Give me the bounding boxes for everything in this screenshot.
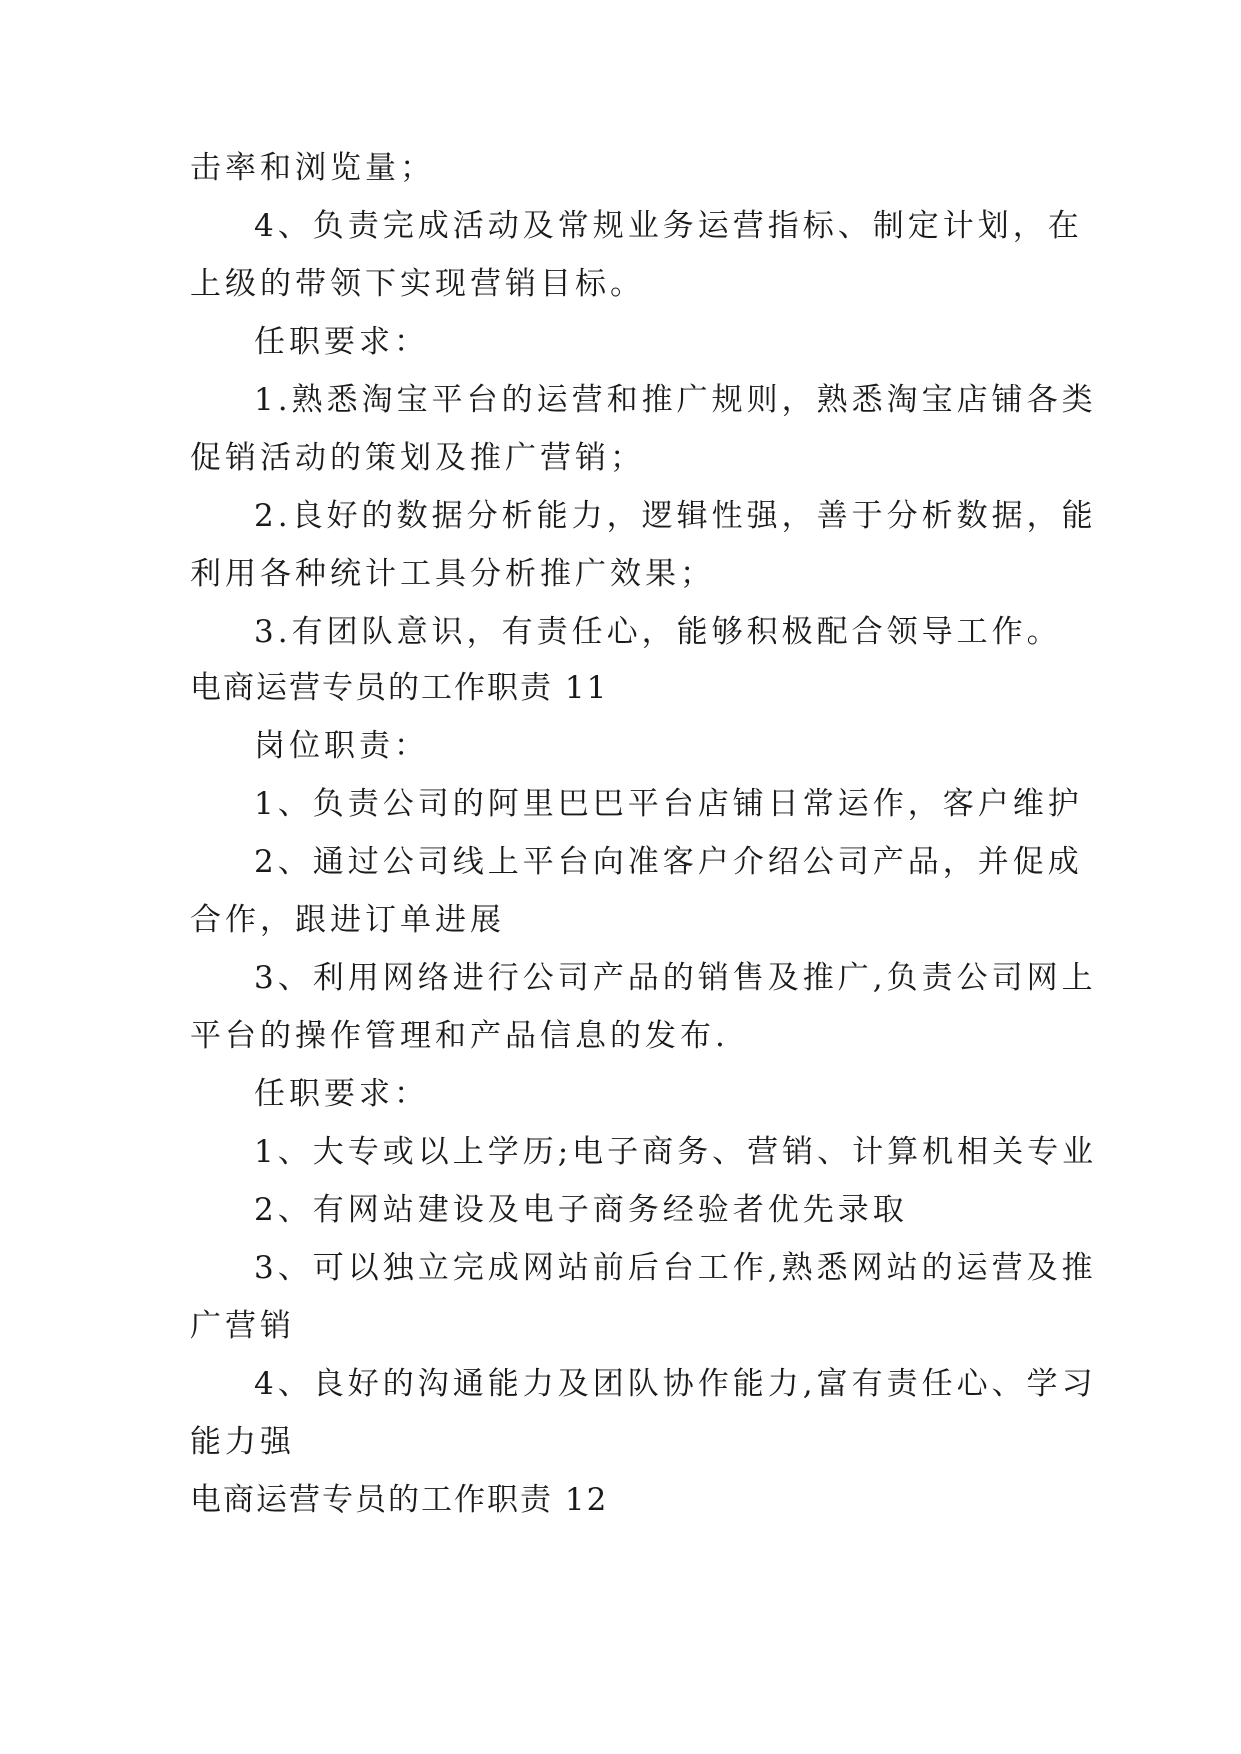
section-heading: 电商运营专员的工作职责 11 [190, 670, 609, 706]
text-line: 击率和浏览量； [190, 150, 435, 186]
section-label: 岗位职责： [254, 728, 429, 764]
text-line: 3.有团队意识，有责任心，能够积极配合领导工作。 [254, 614, 1062, 650]
text-line: 4、负责完成活动及常规业务运营指标、制定计划，在 [254, 208, 1083, 244]
text-line: 2、有网站建设及电子商务经验者优先录取 [254, 1192, 908, 1228]
text-line: 1、负责公司的阿里巴巴平台店铺日常运作，客户维护 [254, 786, 1083, 822]
text-line: 1.熟悉淘宝平台的运营和推广规则，熟悉淘宝店铺各类 [254, 382, 1097, 418]
section-label: 任职要求： [254, 324, 429, 360]
text-line: 利用各种统计工具分析推广效果； [190, 556, 715, 592]
text-line: 广营销 [190, 1308, 295, 1344]
section-heading: 电商运营专员的工作职责 12 [190, 1482, 609, 1518]
text-line: 3、利用网络进行公司产品的销售及推广,负责公司网上 [254, 960, 1097, 996]
text-line: 合作，跟进订单进展 [190, 902, 505, 938]
text-line: 平台的操作管理和产品信息的发布. [190, 1018, 729, 1054]
text-line: 4、良好的沟通能力及团队协作能力,富有责任心、学习 [254, 1366, 1097, 1402]
text-line: 能力强 [190, 1424, 295, 1460]
text-line: 2.良好的数据分析能力，逻辑性强，善于分析数据，能 [254, 498, 1097, 534]
section-label: 任职要求： [254, 1076, 429, 1112]
text-line: 上级的带领下实现营销目标。 [190, 266, 645, 302]
text-line: 2、通过公司线上平台向准客户介绍公司产品，并促成 [254, 844, 1083, 880]
text-line: 促销活动的策划及推广营销； [190, 440, 645, 476]
text-line: 1、大专或以上学历;电子商务、营销、计算机相关专业 [254, 1134, 1098, 1170]
document-page [190, 0, 1098, 1754]
text-line: 3、可以独立完成网站前后台工作,熟悉网站的运营及推 [254, 1250, 1097, 1286]
